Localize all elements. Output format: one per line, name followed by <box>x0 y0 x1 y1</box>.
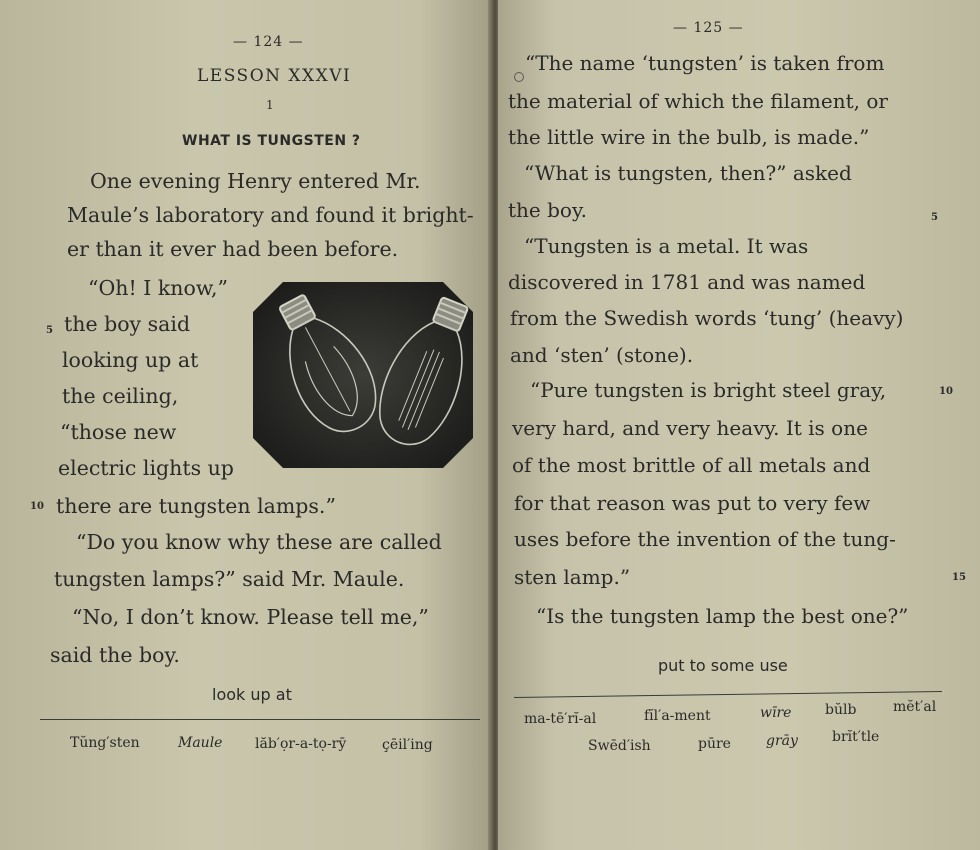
tungsten-bulbs-illustration <box>253 282 473 468</box>
footnote-rule <box>40 719 480 720</box>
text-line: said the boy. <box>50 643 180 667</box>
text-line: Maule’s laboratory and found it bright- <box>67 203 474 227</box>
page-number: — 124 — <box>233 34 304 50</box>
line-number: 5 <box>46 325 53 336</box>
text-line: sten lamp.” <box>514 565 631 589</box>
section-number: 1 <box>266 98 274 112</box>
pronunciation-word: grāy <box>766 733 798 749</box>
line-number: 10 <box>939 386 953 397</box>
text-line: and ‘sten’ (stone). <box>510 343 694 367</box>
right-page <box>498 0 980 850</box>
pronunciation-word: Maule <box>178 735 223 751</box>
pronunciation-word: fĭl′a-ment <box>644 708 711 724</box>
pronunciation-word: pūre <box>698 736 731 752</box>
line-number: 15 <box>952 572 966 583</box>
pronunciation-word: Swēd′ish <box>588 738 651 754</box>
text-line: electric lights up <box>58 456 234 480</box>
page-number: — 125 — <box>673 20 744 36</box>
gloss-note: look up at <box>212 685 292 704</box>
text-line: the material of which the filament, or <box>508 89 888 113</box>
text-line: the ceiling, <box>62 384 179 408</box>
text-line: the little wire in the bulb, is made.” <box>508 125 870 149</box>
gloss-note: put to some use <box>658 656 788 675</box>
text-line: “Oh! I know,” <box>88 276 228 300</box>
text-line: “Is the tungsten lamp the best one?” <box>536 604 909 628</box>
text-line: “No, I don’t know. Please tell me,” <box>72 605 429 629</box>
text-line: er than it ever had been before. <box>67 237 399 261</box>
text-line: tungsten lamps?” said Mr. Maule. <box>54 567 405 591</box>
line-number: 5 <box>931 212 938 223</box>
text-line: “Pure tungsten is bright steel gray, <box>530 378 887 402</box>
text-line: “Tungsten is a metal. It was <box>524 234 809 258</box>
text-line: uses before the invention of the tung- <box>514 527 896 551</box>
pronunciation-word: çēil′ing <box>382 737 433 753</box>
chapter-heading: WHAT IS TUNGSTEN ? <box>182 133 361 149</box>
text-line: the boy said <box>64 312 191 336</box>
line-number: 10 <box>30 501 44 512</box>
pronunciation-word: mĕt′al <box>893 699 937 715</box>
text-line: “Do you know why these are called <box>76 530 442 554</box>
margin-mark <box>514 72 524 82</box>
pronunciation-word: brĭt′tle <box>832 729 880 745</box>
text-line: “The name ‘tungsten’ is taken from <box>525 51 885 75</box>
text-line: looking up at <box>62 348 199 372</box>
pronunciation-word: lăb′ọr-a-tọ-rȳ <box>255 736 347 752</box>
pronunciation-word: wīre <box>760 705 792 721</box>
text-line: very hard, and very heavy. It is one <box>512 416 868 440</box>
lesson-title: LESSON XXXVI <box>197 66 352 86</box>
pronunciation-word: Tŭng′sten <box>70 735 140 751</box>
pronunciation-word: bŭlb <box>825 702 857 718</box>
text-line: One evening Henry entered Mr. <box>90 169 421 193</box>
pronunciation-word: ma-tē′rĭ-al <box>524 711 597 727</box>
text-line: for that reason was put to very few <box>514 491 871 515</box>
text-line: “those new <box>60 420 177 444</box>
text-line: of the most brittle of all metals and <box>512 453 871 477</box>
text-line: the boy. <box>508 198 587 222</box>
text-line: there are tungsten lamps.” <box>56 494 336 518</box>
text-line: discovered in 1781 and was named <box>508 270 866 294</box>
text-line: “What is tungsten, then?” asked <box>524 161 852 185</box>
text-line: from the Swedish words ‘tung’ (heavy) <box>510 306 904 330</box>
footnote-rule <box>514 691 942 698</box>
